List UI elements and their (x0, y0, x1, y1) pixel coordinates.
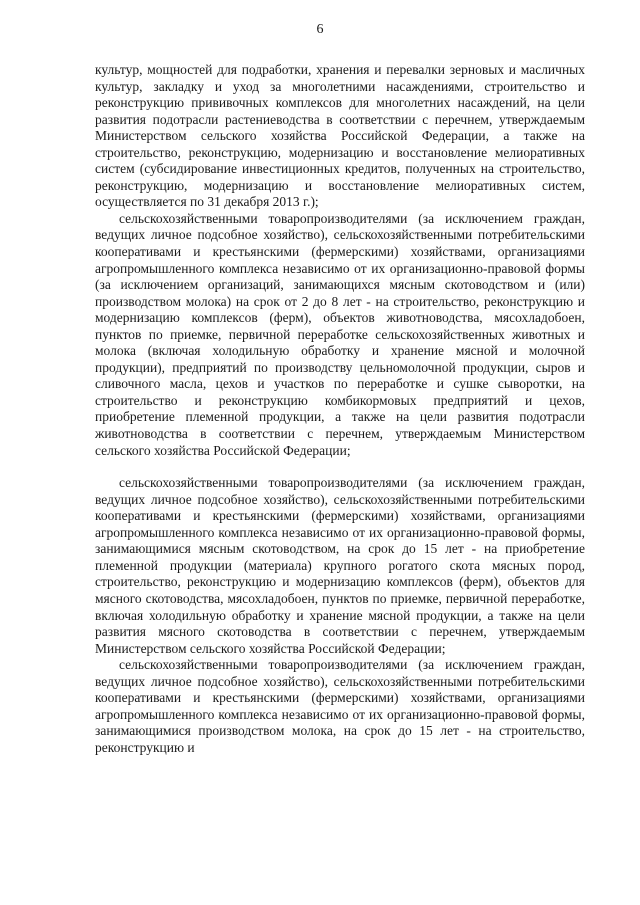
page-number: 6 (316, 22, 324, 37)
paragraph-livestock: сельскохозяйственными товаропроизводителями (за исключением граждан, ведущих личное подсобное хозяйство), сельскохозяйственными потребительскими кооперативами и крестьянскими (фермерскими) хозяйствами, организациями агропромышленного комплекса независимо от их организационно-правовой формы (за исключением организаций, занимающихся мясным скотоводством и (или) производством молока) на срок от 2 до 8 лет - на строительство, реконструкцию и модернизацию комплексов (ферм), объектов животноводства, мясохладобоен, пунктов по приемке, первичной переработке сельскохозяйственных животных и молока (включая холодильную обработку и хранение мясной и молочной продукции), предприятий по производству цельномолочной продукции, сыров и сливочного масла, цехов и участков по переработке и сушке сыворотки, на строительство и реконструкцию комбикормовых предприятий и цехов, приобретение племенной продукции, а также на цели развития подотрасли животноводства в соответствии с перечнем, утверждаемым Министерством сельского хозяйства Российской Федерации; (95, 210, 585, 458)
paragraph-continuation: культур, мощностей для подработки, хранения и перевалки зерновых и масличных культур, закладку и уход за многолетними насаждениями, строительство и реконструкцию прививочных комплексов для многолетних насаждений, на цели развития подотрасли растениеводства в соответствии с перечнем, утверждаемым Министерством сельского хозяйства Российской Федерации, а также на строительство, реконструкцию, модернизацию и восстановление мелиоративных систем (субсидирование инвестиционных кредитов, полученных на строительство, реконструкцию, модернизацию и восстановление мелиоративных систем, осуществляется по 31 декабря 2013 г.); (95, 62, 585, 210)
document-body (95, 62, 585, 756)
paragraph-dairy: сельскохозяйственными товаропроизводителями (за исключением граждан, ведущих личное подсобное хозяйство), сельскохозяйственными потребительскими кооперативами и крестьянскими (фермерскими) хозяйствами, организациями агропромышленного комплекса независимо от их организационно-правовой формы, занимающимися производством молока, на срок до 15 лет - на строительство, реконструкцию и (95, 657, 585, 755)
paragraph-beef-cattle: сельскохозяйственными товаропроизводителями (за исключением граждан, ведущих личное подсобное хозяйство), сельскохозяйственными потребительскими кооперативами и крестьянскими (фермерскими) хозяйствами, организациями агропромышленного комплекса независимо от их организационно-правовой формы, занимающимися мясным скотоводством, на срок до 15 лет - на приобретение племенной продукции (материала) крупного рогатого скота мясных пород, строительство, реконструкцию и модернизацию комплексов (ферм), объектов для мясного скотоводства, мясохладобоен, пунктов по приемке, первичной переработке, включая холодильную обработку и хранение мясной продукции, а также на цели развития мясного скотоводства в соответствии с перечнем, утверждаемым Министерством сельского хозяйства Российской Федерации; (95, 475, 585, 656)
